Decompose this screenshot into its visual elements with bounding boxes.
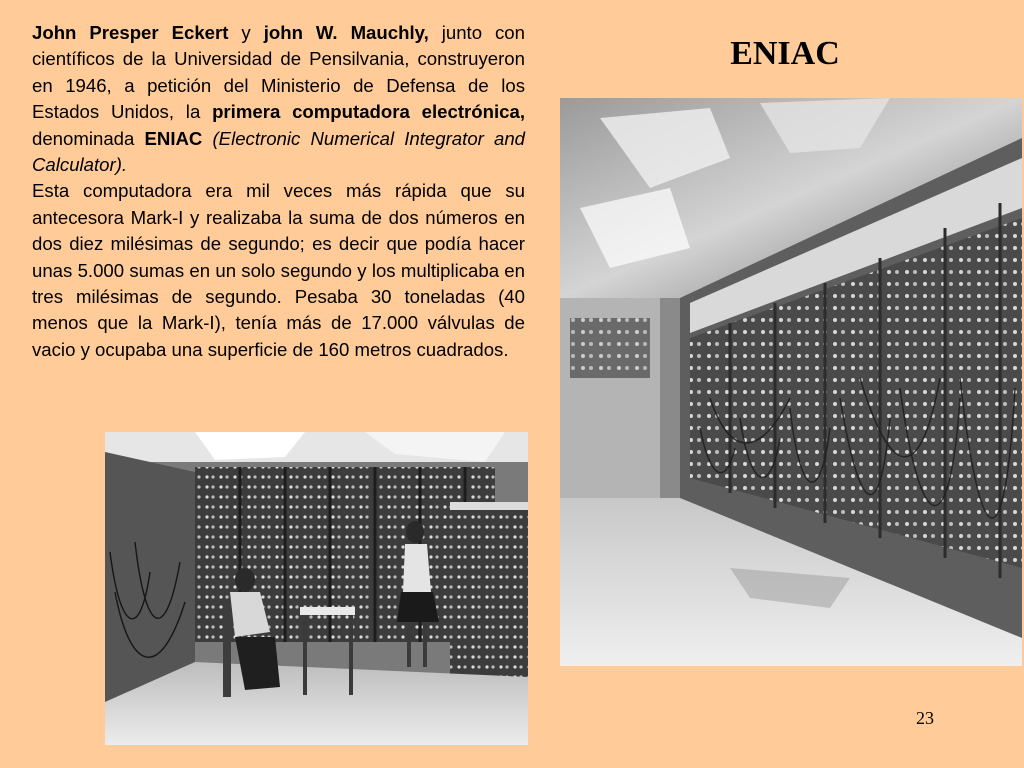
body-text xyxy=(32,20,525,363)
eniac-expansion: (Electronic Numerical Integrator and Calculator). xyxy=(32,127,525,176)
history-text-1: junto con científicos de la Universidad de Pensilvania, construyeron en 1946, a petición del Ministerio de Defensa de los Estados Unidos, la xyxy=(32,22,525,123)
author-mauchly: john W. Mauchly, xyxy=(263,22,429,43)
slide-title: ENIAC xyxy=(730,35,840,72)
page-number: 23 xyxy=(916,708,934,728)
eniac-room-image xyxy=(560,98,1022,666)
eniac-operators-photo xyxy=(105,432,528,745)
eniac-room-photo xyxy=(560,98,1022,666)
eniac-name: ENIAC xyxy=(144,127,203,149)
eniac-operators-image xyxy=(105,432,528,745)
paragraph-specs: Esta computadora era mil veces más rápida que su antecesora Mark-I y realizaba la suma de dos números en dos diez milésimas de segundo; es decir que podía hacer unas 5.000 sumas en un solo segundo y los multiplicaba en tres milésimas de segundo. Pesaba 30 toneladas (40 menos que la Mark-I), tenía más de 17.000 válvulas de vacio y ocupaba una superficie de 160 metros cuadrados. xyxy=(32,180,525,360)
paragraph-history xyxy=(32,20,525,178)
history-text-2: denominada xyxy=(32,127,145,149)
conjunction-text: y xyxy=(228,22,264,43)
author-eckert: John Presper Eckert xyxy=(32,22,229,43)
first-computer-phrase: primera computadora electrónica, xyxy=(212,101,525,123)
